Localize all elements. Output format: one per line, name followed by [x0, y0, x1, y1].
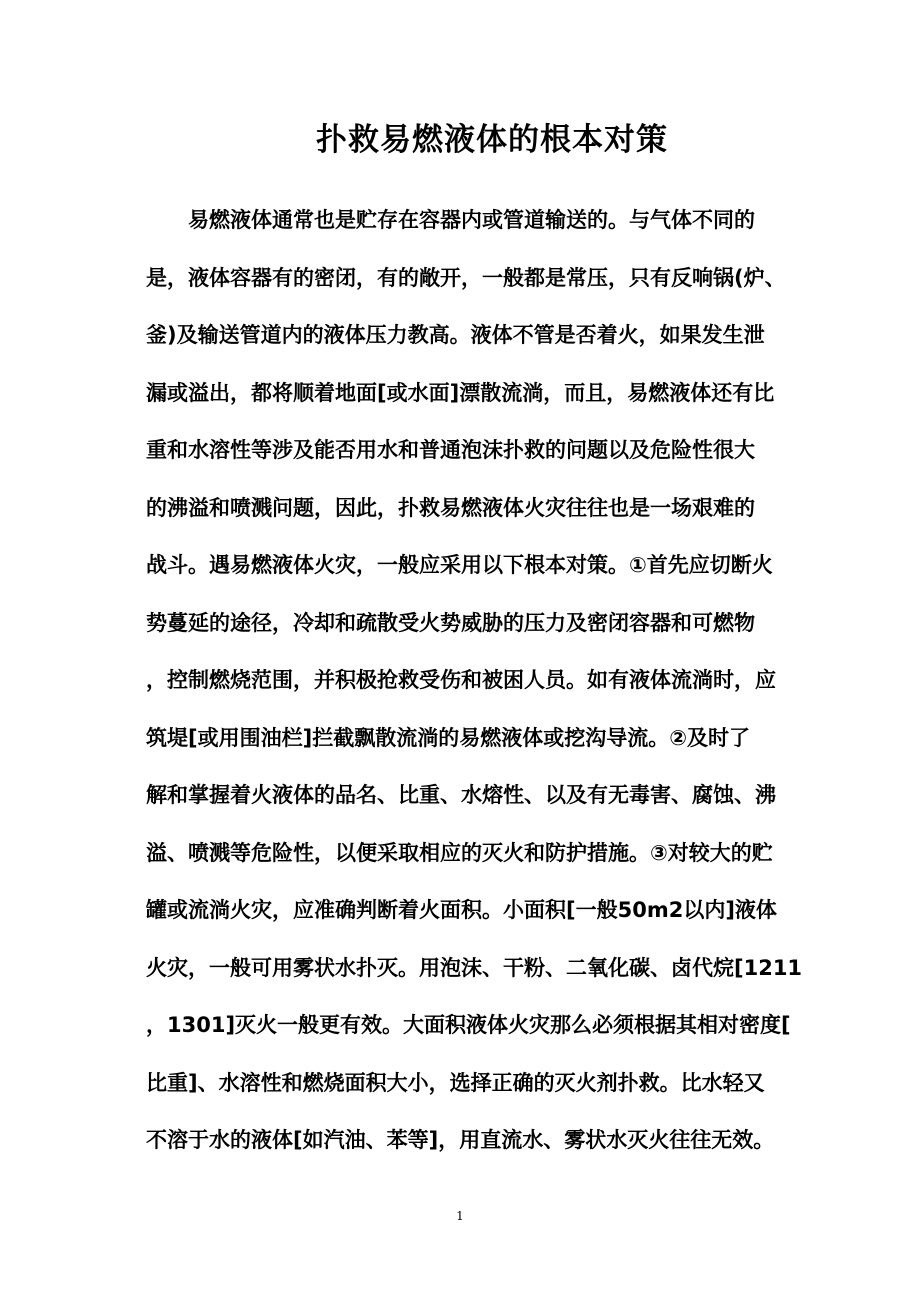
text-line: 不溶于水的液体[如汽油、苯等]，用直流水、雾状水灭火往往无效。 — [146, 1128, 775, 1152]
text-line: 漏或溢出，都将顺着地面[或水面]漂散流淌，而且，易燃液体还有比 — [146, 380, 775, 405]
text-line: ，控制燃烧范围，并积极抢救受伤和被困人员。如有液体流淌时，应 — [146, 668, 776, 692]
text-line: 重和水溶性等涉及能否用水和普通泡沫扑救的问题以及危险性很大 — [146, 438, 755, 462]
text-line: 的沸溢和喷溅问题，因此，扑救易燃液体火灾往往也是一场艰难的 — [146, 495, 755, 520]
text-line: 筑堤[或用围油栏]拦截飘散流淌的易燃液体或挖沟导流。②及时了 — [146, 725, 750, 750]
text-line: 溢、喷溅等危险性，以便采取相应的灭火和防护措施。③对较大的贮 — [146, 840, 773, 865]
text-line: 势蔓延的途径，冷却和疏散受火势威胁的压力及密闭容器和可燃物 — [146, 610, 755, 635]
text-line: 是，液体容器有的密闭，有的敞开，一般都是常压，只有反响锅(炉、 — [146, 265, 786, 290]
text-line: 釜)及输送管道内的液体压力教高。液体不管是否着火，如果发生泄 — [146, 323, 765, 347]
text-line: 易燃液体通常也是贮存在容器内或管道输送的。与气体不同的 — [188, 208, 755, 232]
document-title: 扑救易燃液体的根本对策 — [316, 122, 668, 158]
text-line: 战斗。遇易燃液体火灾，一般应采用以下根本对策。①首先应切断火 — [146, 553, 773, 577]
text-line: 罐或流淌火灾，应准确判断着火面积。小面积[一般50m2以内]液体 — [146, 898, 777, 922]
body-paragraph — [146, 198, 803, 1176]
text-line: 解和掌握着火液体的品名、比重、水熔性、以及有无毒害、腐蚀、沸 — [146, 783, 776, 807]
text-line: 火灾，一般可用雾状水扑灭。用泡沫、干粉、二氧化碳、卤代烷[1211 — [146, 955, 803, 980]
page-number: 1 — [456, 1209, 464, 1223]
text-line: ，1301]灭火一般更有效。大面积液体火灾那么必须根据其相对密度[ — [146, 1013, 791, 1037]
text-line: 比重]、水溶性和燃烧面积大小，选择正确的灭火剂扑救。比水轻又 — [146, 1070, 765, 1095]
